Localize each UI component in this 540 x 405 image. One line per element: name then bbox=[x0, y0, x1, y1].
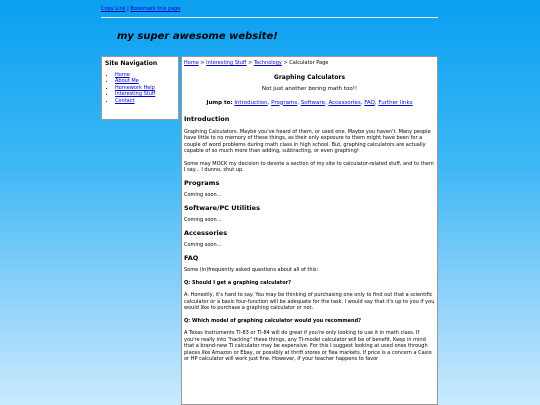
faq-question-2: Q: Which model of graphing calculator would you recommend? bbox=[184, 317, 362, 324]
jump-accessories[interactable]: Accessories bbox=[328, 99, 361, 106]
software-paragraph: Coming soon... bbox=[184, 217, 222, 223]
jump-further-links[interactable]: Further links bbox=[378, 99, 413, 106]
page-title: Graphing Calculators bbox=[273, 73, 346, 81]
faq-answer-1: A: Honestly, it's hard to say. You may be thinking of purchasing one only to find out that a scientific calculator or a basic four-function will be adequate for the task. I would say that it's up to you if you would like to purchase a graphing calculator or not. bbox=[184, 292, 435, 311]
faq-answer-2: A Texas Instruments TI-83 or TI-84 will do great if you're only looking to use it in math class. If you're really into "hacking" these things, any TI-model calculator will be of benefit. Keep in mind that a brand-new TI calculator may be expensive. For this I suggest looking at used ones through places like Amazon or Ebay, or possibly at thrift stores or flea markets. If price is a concern a Casio or HP calculator will work just fine. However, if your teacher happens to favor bbox=[184, 330, 432, 362]
section-heading-accessories: Accessories bbox=[184, 228, 228, 237]
jump-introduction[interactable]: Introduction bbox=[234, 99, 268, 106]
jump-software[interactable]: Software bbox=[300, 99, 325, 106]
site-navigation bbox=[101, 56, 179, 120]
breadcrumb bbox=[184, 60, 435, 67]
copy-link[interactable]: Copy Link bbox=[101, 6, 126, 12]
accessories-paragraph: Coming soon... bbox=[184, 242, 222, 248]
intro-paragraph-1: Graphing Calculators. Maybe you've heard of them, or used one. Maybe you haven't. Many people have little to no memory of these things, as their only exposure to them might have been for a couple of word problems during math class in high school. But, graphing calculators are actually capable of so much more than adding, subtracting, or even graphing! bbox=[184, 128, 431, 154]
top-links-separator: | bbox=[125, 6, 131, 12]
main-content bbox=[181, 56, 438, 405]
breadcrumb-separator: > bbox=[281, 60, 290, 66]
header-divider bbox=[101, 17, 438, 18]
jump-programs[interactable]: Programs bbox=[271, 99, 298, 106]
jump-links: Jump to: Introduction, Programs, Software, Accessories, FAQ, Further links bbox=[206, 99, 413, 106]
bookmark-link[interactable]: Bookmark this page bbox=[130, 6, 181, 12]
section-heading-programs: Programs bbox=[184, 178, 220, 187]
breadcrumb-home[interactable]: Home bbox=[184, 60, 199, 66]
page-subtitle: Not just another boring math too!! bbox=[261, 86, 358, 92]
breadcrumb-current: Calculator Page bbox=[289, 60, 329, 66]
nav-item-contact bbox=[115, 98, 175, 104]
section-heading-faq: FAQ bbox=[184, 253, 199, 262]
top-links bbox=[101, 6, 181, 12]
nav-list bbox=[105, 72, 175, 104]
programs-paragraph: Coming soon... bbox=[184, 192, 222, 198]
intro-paragraph-2: Some may MOCK my decision to devote a section of my site to calculator-related stuff, and to them I say... I dunno, shut up. bbox=[184, 160, 434, 173]
breadcrumb-separator: > bbox=[198, 60, 207, 66]
faq-intro: Some (in)frequently asked questions about all of this: bbox=[184, 267, 319, 273]
breadcrumb-separator: > bbox=[246, 60, 254, 66]
nav-title: Site Navigation bbox=[105, 60, 158, 67]
jump-faq[interactable]: FAQ bbox=[364, 99, 375, 106]
nav-link-about[interactable]: About Me bbox=[115, 78, 139, 85]
nav-link-homework[interactable]: Homework Help bbox=[115, 84, 155, 91]
jump-label: Jump to: bbox=[206, 99, 233, 106]
nav-link-contact[interactable]: Contact bbox=[115, 97, 135, 104]
faq-question-1: Q: Should I get a graphing calculator? bbox=[184, 279, 292, 286]
section-heading-introduction: Introduction bbox=[184, 115, 230, 123]
breadcrumb-interesting[interactable]: Interesting Stuff bbox=[206, 60, 247, 66]
section-heading-software: Software/PC Utilities bbox=[184, 203, 260, 212]
nav-link-home[interactable]: Home bbox=[115, 72, 130, 78]
breadcrumb-technology[interactable]: Technology bbox=[253, 60, 282, 66]
site-logo[interactable]: my super awesome website! bbox=[117, 31, 278, 42]
nav-link-interesting[interactable]: Interesting Stuff bbox=[115, 91, 156, 98]
